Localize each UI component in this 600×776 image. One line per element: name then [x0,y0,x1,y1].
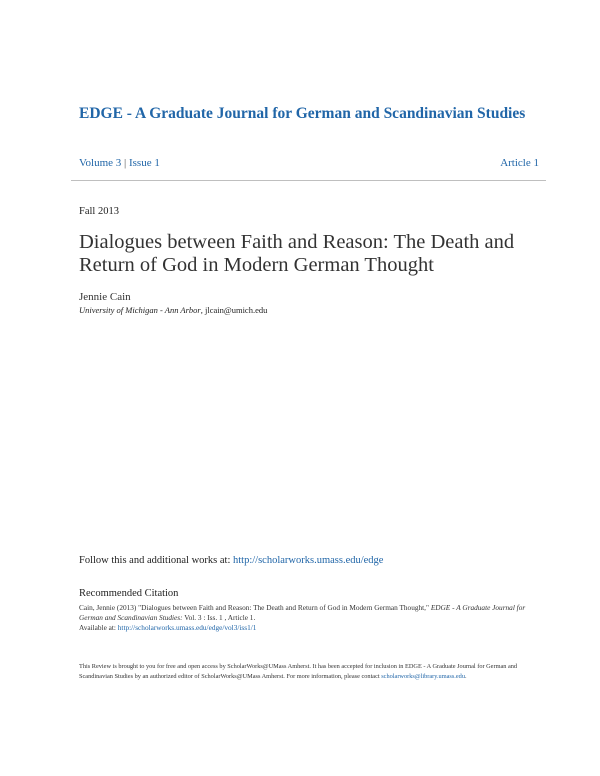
citation-suffix: Vol. 3 : Iss. 1 , Article 1. [184,613,256,622]
affiliation-institution: University of Michigan - Ann Arbor [79,305,201,315]
article-number [500,157,539,169]
author-name: Jennie Cain [79,291,131,303]
article-link[interactable]: Article 1 [500,157,539,169]
publication-date: Fall 2013 [79,206,119,217]
follow-text: Follow this and additional works at: [79,555,231,566]
volume-link[interactable]: Volume 3 [79,157,122,169]
access-notice [79,662,529,682]
contact-email-link[interactable]: scholarworks@library.umass.edu [381,673,465,680]
recommended-citation-heading: Recommended Citation [79,588,179,599]
citation-journal: EDGE - A Graduate Journal for German and Scandinavian Studies: [79,603,526,622]
journal-title[interactable]: EDGE - A Graduate Journal for German and Scandinavian Studies [79,105,526,122]
citation-text [79,603,549,633]
author-affiliation: University of Michigan - Ann Arbor, jlcain@umich.edu [79,305,268,315]
follow-line [79,555,383,566]
notice-text: This Review is brought to you for free and open access by ScholarWorks@UMass Amherst. It has been accepted for inclusion in EDGE - A Graduate Journal for German and Scandinavian Studies by an authorized editor of ScholarWorks@UMass Amherst. For more information, please contact [79,663,518,680]
citation-prefix: Cain, Jennie (2013) "Dialogues between Faith and Reason: The Death and Return of God in Modern German Thought," [79,603,429,612]
issue-link[interactable]: Issue 1 [128,157,160,169]
author-email[interactable]: jlcain@umich.edu [205,305,268,315]
available-label: Available at: [79,623,116,632]
header-divider [71,180,546,181]
available-link[interactable]: http://scholarworks.umass.edu/edge/vol3/iss1/1 [117,623,257,632]
article-title: Dialogues between Faith and Reason: The Death and Return of God in Modern German Thought [79,231,515,276]
follow-link[interactable]: http://scholarworks.umass.edu/edge [233,555,384,566]
volume-issue-separator: | [124,157,127,169]
notice-end: . [464,673,467,680]
volume-issue [79,157,160,169]
